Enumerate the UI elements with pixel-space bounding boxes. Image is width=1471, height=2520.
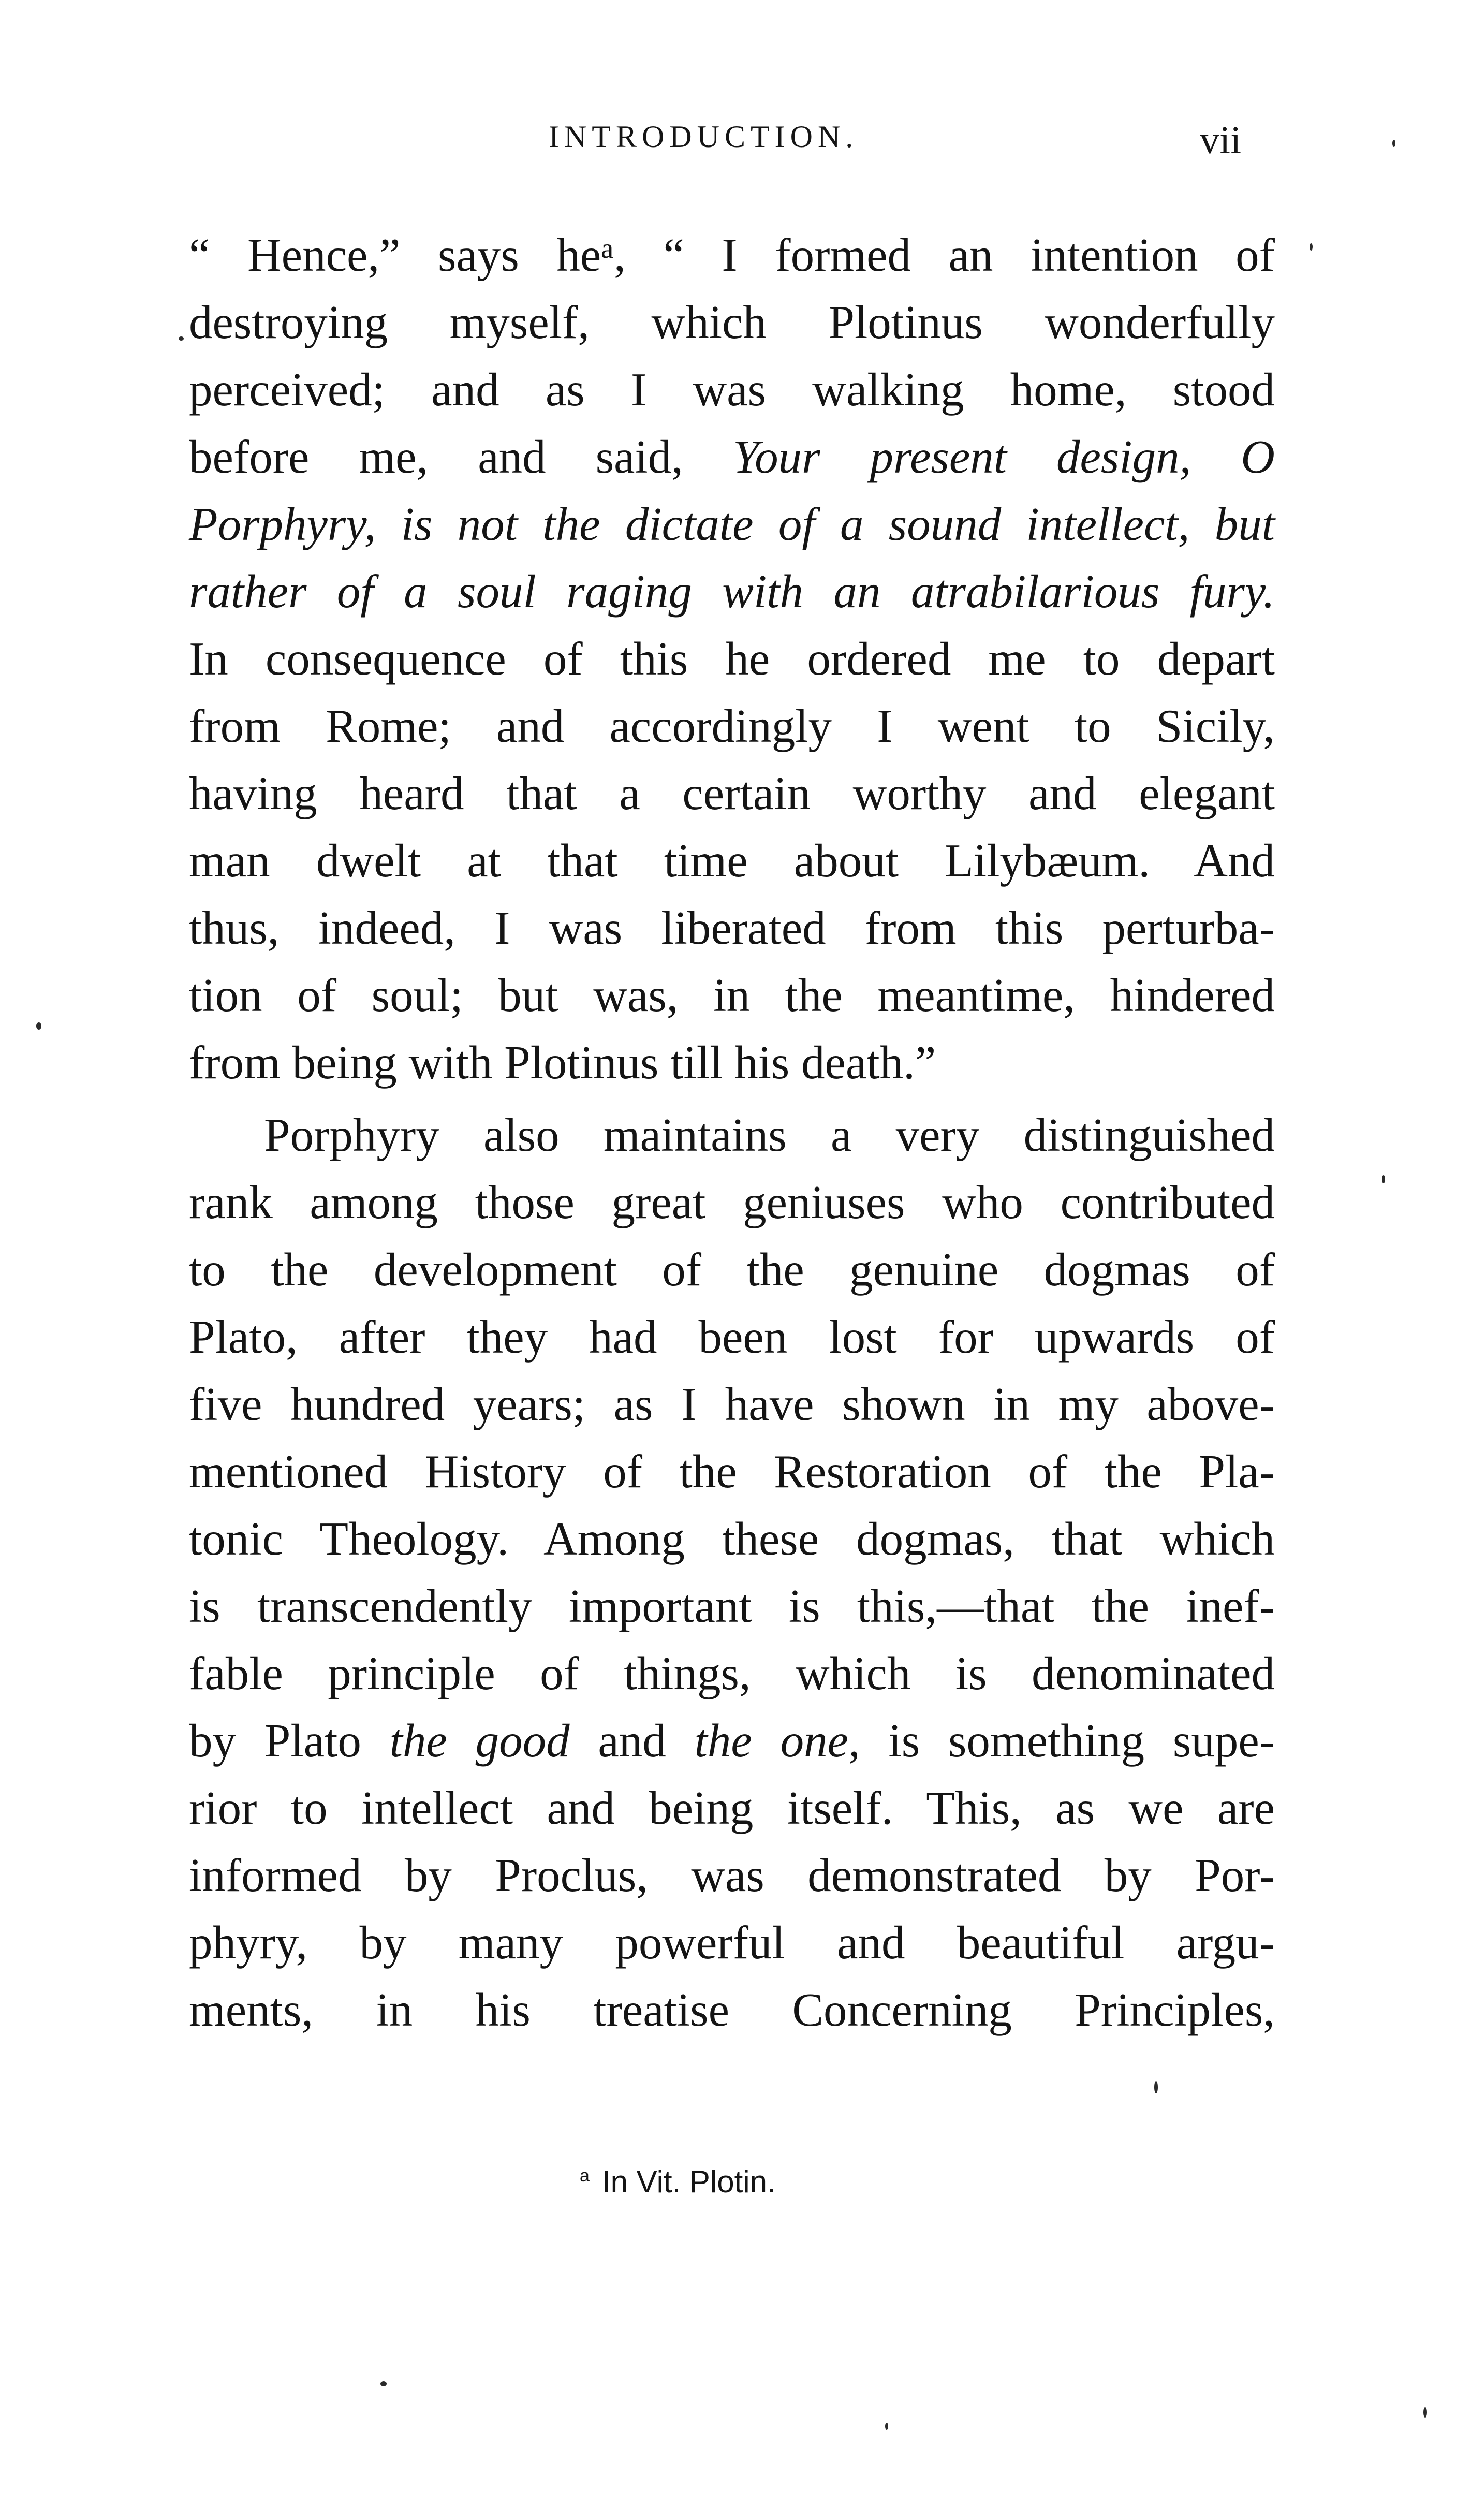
text-line <box>189 1707 1275 1775</box>
italic-text-run: the good <box>389 1715 570 1767</box>
text-line: rank among those great geniuses who contributed <box>189 1176 1275 1228</box>
scan-speck <box>380 2381 387 2386</box>
text-line: tonic Theology. Among these dogmas, that which <box>189 1513 1275 1565</box>
text-line: In consequence of this he ordered me to depart <box>189 633 1275 685</box>
text-run: by Plato <box>189 1715 361 1767</box>
text-line: mentioned History of the Restoration of the Pla- <box>189 1445 1275 1498</box>
text-line: having heard that a certain worthy and elegant <box>189 767 1275 819</box>
italic-text-run: Your present design, O <box>732 431 1275 483</box>
text-run: is something supe- <box>888 1715 1275 1767</box>
text-line: ments, in his treatise Concerning Principles, <box>189 1984 1275 2036</box>
footnote <box>580 2164 776 2200</box>
text-line-italic <box>189 491 1275 558</box>
text-line: “ Hence,” says heᵃ, “ I formed an intention of <box>189 229 1275 281</box>
running-head-title: INTRODUCTION. <box>549 120 859 154</box>
text-run: and <box>598 1715 666 1767</box>
scan-speck <box>1392 140 1395 147</box>
scan-speck <box>1382 1175 1385 1183</box>
text-line: tion of soul; but was, in the meantime, hindered <box>189 969 1275 1021</box>
footnote-text: In Vit. Plotin. <box>601 2164 776 2199</box>
text-run: before me, and said, <box>189 431 683 483</box>
text-line: five hundred years; as I have shown in my above- <box>189 1378 1275 1430</box>
text-line: rior to intellect and being itself. This, as we are <box>189 1782 1275 1834</box>
italic-text-run: the one, <box>694 1715 860 1767</box>
text-line: destroying myself, which Plotinus wonderfully <box>189 296 1275 348</box>
text-line: from Rome; and accordingly I went to Sicily, <box>189 700 1275 752</box>
text-line <box>189 423 1275 491</box>
scan-speck <box>1423 2407 1427 2418</box>
scan-speck <box>885 2423 888 2430</box>
text-line: to the development of the genuine dogmas of <box>189 1243 1275 1296</box>
paragraph-gap <box>189 1096 1275 1102</box>
footnote-marker: a <box>580 2166 590 2186</box>
italic-text-run: rather of a soul raging with an atrabilarious fury. <box>189 565 1275 618</box>
text-line: man dwelt at that time about Lilybæum. And <box>189 834 1275 887</box>
scan-speck <box>1310 243 1313 251</box>
page-number: vii <box>1200 119 1242 162</box>
body-text <box>189 222 1275 2044</box>
text-line: perceived; and as I was walking home, stood <box>189 363 1275 416</box>
scan-speck <box>179 336 184 341</box>
text-line-italic <box>189 558 1275 625</box>
text-line: is transcendently important is this,—that the inef- <box>189 1580 1275 1632</box>
scan-speck <box>1154 2081 1158 2093</box>
italic-text-run: Porphyry, is not the dictate of a sound intellect, but <box>189 498 1275 550</box>
text-line: phyry, by many powerful and beautiful argu- <box>189 1916 1275 1969</box>
text-line: thus, indeed, I was liberated from this perturba- <box>189 902 1275 954</box>
text-line: Porphyry also maintains a very distinguished <box>264 1109 1275 1161</box>
text-line: fable principle of things, which is denominated <box>189 1647 1275 1699</box>
text-line: from being with Plotinus till his death.” <box>189 1036 936 1089</box>
scan-speck <box>36 1022 41 1030</box>
text-line: informed by Proclus, was demonstrated by Por- <box>189 1849 1275 1901</box>
text-line: Plato, after they had been lost for upwards of <box>189 1311 1275 1363</box>
